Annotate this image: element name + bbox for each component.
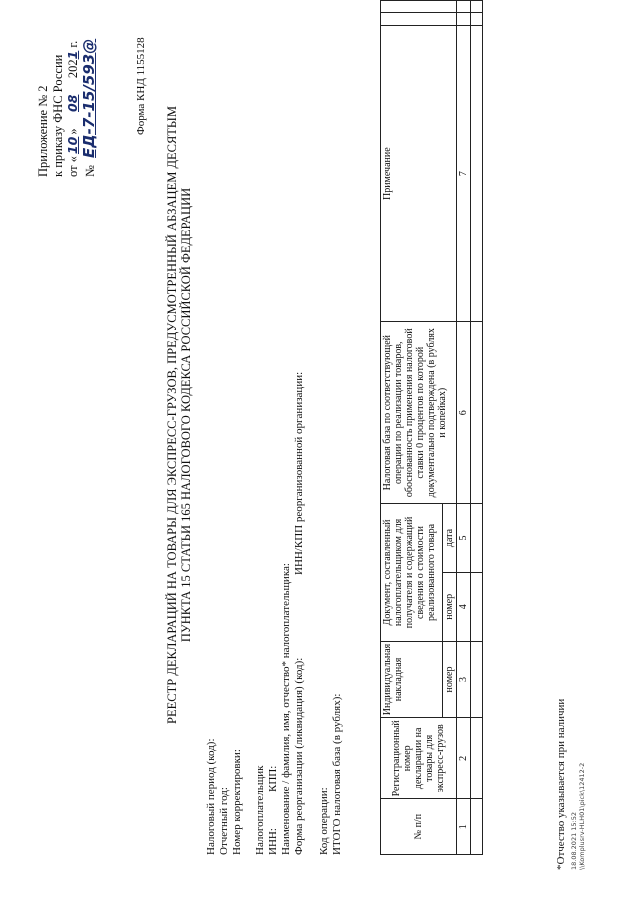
header-c3: Индивидуальная накладная bbox=[381, 641, 443, 718]
header-c2: Регистрационный номер декларации на товары для экспресс-грузов bbox=[381, 718, 457, 799]
field-reorg-innkpp: ИНН/КПП реорганизованной организации: bbox=[293, 371, 305, 575]
field-inn: ИНН: bbox=[267, 828, 279, 855]
num-5: 5 bbox=[457, 504, 471, 573]
register-table bbox=[380, 0, 483, 855]
field-year: Отчетный год: bbox=[218, 787, 230, 855]
numbering-row bbox=[457, 1, 471, 855]
title-line1: РЕЕСТР ДЕКЛАРАЦИЙ НА ТОВАРЫ ДЛЯ ЭКСПРЕСС-ГРУЗОВ, ПРЕДУСМОТРЕННЫЙ АБЗАЦЕМ ДЕСЯТЫМ bbox=[165, 106, 179, 724]
header-c6: Налоговая база по соответствующей операции по реализации товаров, обоснованность применения налоговой ставки 0 процентов по которой документально подтверждена (в рублях и копейках) bbox=[381, 322, 457, 504]
signature-date: 18.08.2021 15:52 bbox=[570, 811, 578, 870]
number-value: ЕД-7-15/593@ bbox=[80, 38, 98, 158]
header-c7: Примечание bbox=[381, 26, 457, 322]
date-day: 10 bbox=[65, 136, 80, 155]
field-total-base: ИТОГО налоговая база (в рублях): bbox=[331, 693, 343, 855]
year-suffix: г. bbox=[66, 40, 80, 48]
num-3: 3 bbox=[457, 641, 471, 718]
date-prefix: от « bbox=[66, 156, 80, 177]
header-c1: № п/п bbox=[381, 799, 457, 855]
num-6: 6 bbox=[457, 322, 471, 504]
number-label: № bbox=[83, 165, 97, 177]
num-4: 4 bbox=[457, 572, 471, 641]
num-7: 7 bbox=[457, 26, 471, 322]
header-c4-sub1: номер bbox=[443, 572, 457, 641]
footnote: *Отчество указывается при наличии bbox=[555, 698, 567, 870]
header-c3-sub: номер bbox=[443, 641, 457, 718]
date-month: 08 bbox=[65, 94, 80, 112]
title-line2: ПУНКТА 15 СТАТЬИ 165 НАЛОГОВОГО КОДЕКСА РОССИЙСКОЙ ФЕДЕРАЦИИ bbox=[179, 187, 193, 643]
appendix-number bbox=[82, 39, 97, 177]
page-title bbox=[165, 55, 193, 775]
field-name: Наименование / фамилия, имя, отчество* налогоплательщика: bbox=[280, 563, 292, 855]
field-kpp: КПП: bbox=[267, 765, 279, 792]
num-2: 2 bbox=[457, 718, 471, 799]
field-reorg-form: Форма реорганизации (ликвидация) (код): bbox=[293, 657, 305, 855]
header-empty-2 bbox=[381, 1, 457, 13]
field-period: Налоговый период (код): bbox=[205, 738, 217, 855]
appendix-line2: к приказу ФНС России bbox=[51, 54, 65, 177]
field-op-code: Код операции: bbox=[318, 787, 330, 855]
header-c4-sub2: дата bbox=[443, 504, 457, 573]
signature-path: \\Komplusrv-HLH01\pick\12412-2 bbox=[578, 762, 586, 870]
field-correction: Номер корректировки: bbox=[231, 749, 243, 855]
header-empty-1 bbox=[381, 12, 457, 26]
field-taxpayer: Налогоплательщик bbox=[254, 765, 266, 855]
date-mid: » bbox=[66, 128, 80, 135]
appendix-line1: Приложение № 2 bbox=[36, 85, 50, 177]
form-code: Форма КНД 1155128 bbox=[135, 37, 147, 135]
year-prefix: 202 bbox=[66, 59, 80, 79]
num-1: 1 bbox=[457, 799, 471, 855]
table-row bbox=[471, 1, 483, 855]
appendix-date: от «10» 08 2021 г. bbox=[65, 40, 80, 177]
header-c4: Документ, составленный налогоплательщиком для получателя и содержащий сведения о стоимости реализованного товара bbox=[381, 504, 443, 642]
